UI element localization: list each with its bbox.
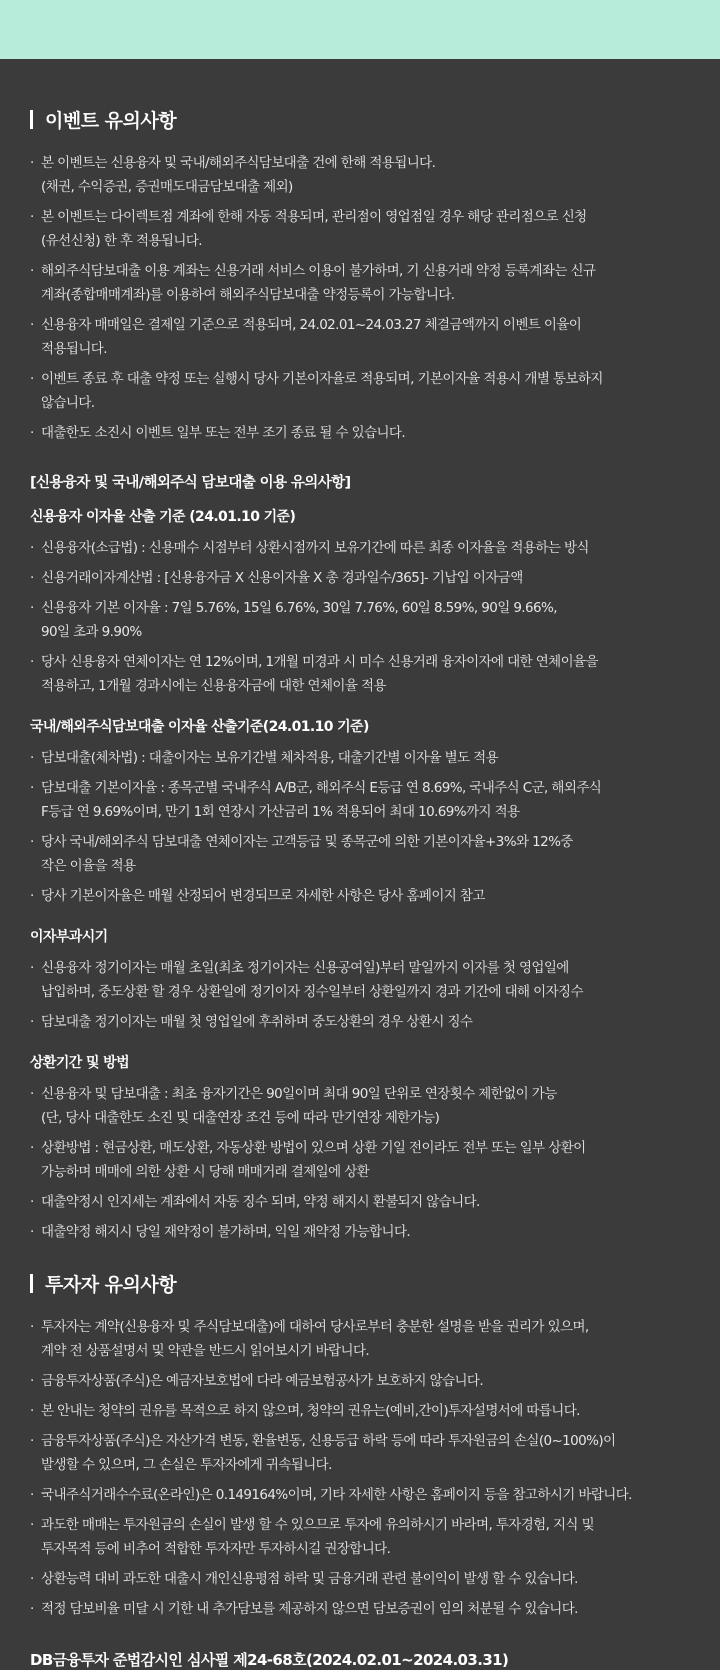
credit-rate-list bbox=[30, 536, 690, 698]
interest-timing-list bbox=[30, 956, 690, 1034]
event-notice-list bbox=[30, 151, 690, 445]
credit-rate-heading: 신용융자 이자율 산출 기준 (24.01.10 기준) bbox=[30, 509, 296, 525]
list-item: · 이벤트 종료 후 대출 약정 또는 실행시 당사 기본이자율로 적용되며, 기본이자율 적용시 개별 통보하지 않습니다. bbox=[30, 367, 690, 415]
list-item: · 신용융자 및 담보대출 : 최초 융자기간은 90일이며 최대 90일 단위로 연장횟수 제한없이 가능 (단, 당사 대출한도 소진 및 대출연장 조건 등에 따라 만기연장 제한가능) bbox=[30, 1082, 690, 1130]
investor-notice-list bbox=[30, 1315, 690, 1621]
title-bar-icon bbox=[30, 110, 33, 129]
list-item: · 담보대출(체차법) : 대출이자는 보유기간별 체차적용, 대출기간별 이자율 별도 적용 bbox=[30, 746, 690, 770]
list-item: · 신용거래이자계산법 : [신용융자금 X 신용이자율 X 총 경과일수/365]- 기납입 이자금액 bbox=[30, 566, 690, 590]
list-item: · 국내주식거래수수료(온라인)은 0.149164%이며, 기타 자세한 사항은 홈페이지 등을 참고하시기 바랍니다. bbox=[30, 1483, 690, 1507]
compliance-approval-text: DB금융투자 준법감시인 심사필 제24-68호(2024.02.01~2024.03.31) bbox=[30, 1651, 509, 1669]
repayment-list bbox=[30, 1082, 690, 1244]
list-item: · 신용융자(소급법) : 신용매수 시점부터 상환시점까지 보유기간에 따른 최종 이자율을 적용하는 방식 bbox=[30, 536, 690, 560]
list-item: · 투자자는 계약(신용융자 및 주식담보대출)에 대하여 당사로부터 충분한 설명을 받을 권리가 있으며, 계약 전 상품설명서 및 약관을 반드시 읽어보시기 바랍니다. bbox=[30, 1315, 690, 1363]
list-item: · 신용융자 기본 이자율 : 7일 5.76%, 15일 6.76%, 30일 7.76%, 60일 8.59%, 90일 9.66%, 90일 초과 9.90% bbox=[30, 596, 690, 644]
investor-notice-title bbox=[30, 1270, 690, 1297]
list-item: · 담보대출 정기이자는 매월 첫 영업일에 후취하며 중도상환의 경우 상환시 징수 bbox=[30, 1010, 690, 1034]
list-item: · 본 안내는 청약의 권유를 목적으로 하지 않으며, 청약의 권유는(예비,간이)투자설명서에 따릅니다. bbox=[30, 1399, 690, 1423]
list-item: · 과도한 매매는 투자원금의 손실이 발생 할 수 있으므로 투자에 유의하시기 바라며, 투자경험, 지식 및 투자목적 등에 비추어 적합한 투자자만 투자하시길 권장합니다. bbox=[30, 1513, 690, 1561]
top-color-band bbox=[0, 0, 720, 59]
title-bar-icon bbox=[30, 1274, 33, 1293]
list-item: · 신용융자 매매일은 결제일 기준으로 적용되며, 24.02.01~24.03.27 체결금액까지 이벤트 이율이 적용됩니다. bbox=[30, 313, 690, 361]
list-item: · 금융투자상품(주식)은 예금자보호법에 다라 예금보험공사가 보호하지 않습니다. bbox=[30, 1369, 690, 1393]
event-notice-title bbox=[30, 106, 690, 133]
secured-loan-rate-list bbox=[30, 746, 690, 908]
list-item: · 대출한도 소진시 이벤트 일부 또는 전부 조기 종료 될 수 있습니다. bbox=[30, 421, 690, 445]
loan-notice-title: [신용융자 및 국내/해외주식 담보대출 이용 유의사항] bbox=[30, 475, 351, 491]
list-item: · 당사 국내/해외주식 담보대출 연체이자는 고객등급 및 종목군에 의한 기본이자율+3%와 12%중 작은 이율을 적용 bbox=[30, 830, 690, 878]
list-item: · 금융투자상품(주식)은 자산가격 변동, 환율변동, 신용등급 하락 등에 따라 투자원금의 손실(0~100%)이 발생할 수 있으며, 그 손실은 투자자에게 귀속됩니다. bbox=[30, 1429, 690, 1477]
secured-loan-rate-heading: 국내/해외주식담보대출 이자율 산출기준(24.01.10 기준) bbox=[30, 719, 369, 735]
event-notice-title-text: 이벤트 유의사항 bbox=[45, 110, 177, 132]
list-item: · 대출약정시 인지세는 계좌에서 자동 징수 되며, 약정 해지시 환불되지 않습니다. bbox=[30, 1190, 690, 1214]
list-item: · 신용융자 정기이자는 매월 초일(최초 정기이자는 신용공여일)부터 말일까지 이자를 첫 영업일에 납입하며, 중도상환 할 경우 상환일에 정기이자 징수일부터 상환일까지 경과 기간에 대해 이자징수 bbox=[30, 956, 690, 1004]
investor-notice-title-text: 투자자 유의사항 bbox=[45, 1274, 177, 1296]
list-item: · 대출약정 해지시 당일 재약정이 불가하며, 익일 재약정 가능합니다. bbox=[30, 1220, 690, 1244]
repayment-heading: 상환기간 및 방법 bbox=[30, 1055, 130, 1071]
list-item: · 상환능력 대비 과도한 대출시 개인신용평점 하락 및 금융거래 관련 불이익이 발생 할 수 있습니다. bbox=[30, 1567, 690, 1591]
notice-content bbox=[0, 59, 720, 1670]
list-item: · 본 이벤트는 다이렉트점 계좌에 한해 자동 적용되며, 관리점이 영업점일 경우 해당 관리점으로 신청 (유선신청) 한 후 적용됩니다. bbox=[30, 205, 690, 253]
list-item: · 담보대출 기본이자율 : 종목군별 국내주식 A/B군, 해외주식 E등급 연 8.69%, 국내주식 C군, 해외주식 F등급 연 9.69%이며, 만기 1회 연장시 가산금리 1% 적용되어 최대 10.69%까지 적용 bbox=[30, 776, 690, 824]
list-item: · 해외주식담보대출 이용 계좌는 신용거래 서비스 이용이 불가하며, 기 신용거래 약정 등록계좌는 신규 계좌(종합매매계좌)를 이용하여 해외주식담보대출 약정등록이 가능합니다. bbox=[30, 259, 690, 307]
list-item: · 본 이벤트는 신용융자 및 국내/해외주식담보대출 건에 한해 적용됩니다. (채권, 수익증권, 증권매도대금담보대출 제외) bbox=[30, 151, 690, 199]
list-item: · 적정 담보비율 미달 시 기한 내 추가담보를 제공하지 않으면 담보증권이 임의 처분될 수 있습니다. bbox=[30, 1597, 690, 1621]
list-item: · 상환방법 : 현금상환, 매도상환, 자동상환 방법이 있으며 상환 기일 전이라도 전부 또는 일부 상환이 가능하며 매매에 의한 상환 시 당해 매매거래 결제일에 상환 bbox=[30, 1136, 690, 1184]
interest-timing-heading: 이자부과시기 bbox=[30, 929, 108, 945]
list-item: · 당사 신용융자 연체이자는 연 12%이며, 1개월 미경과 시 미수 신용거래 융자이자에 대한 연체이율을 적용하고, 1개월 경과시에는 신용융자금에 대한 연체이율 적용 bbox=[30, 650, 690, 698]
list-item: · 당사 기본이자율은 매월 산정되어 변경되므로 자세한 사항은 당사 홈페이지 참고 bbox=[30, 884, 690, 908]
